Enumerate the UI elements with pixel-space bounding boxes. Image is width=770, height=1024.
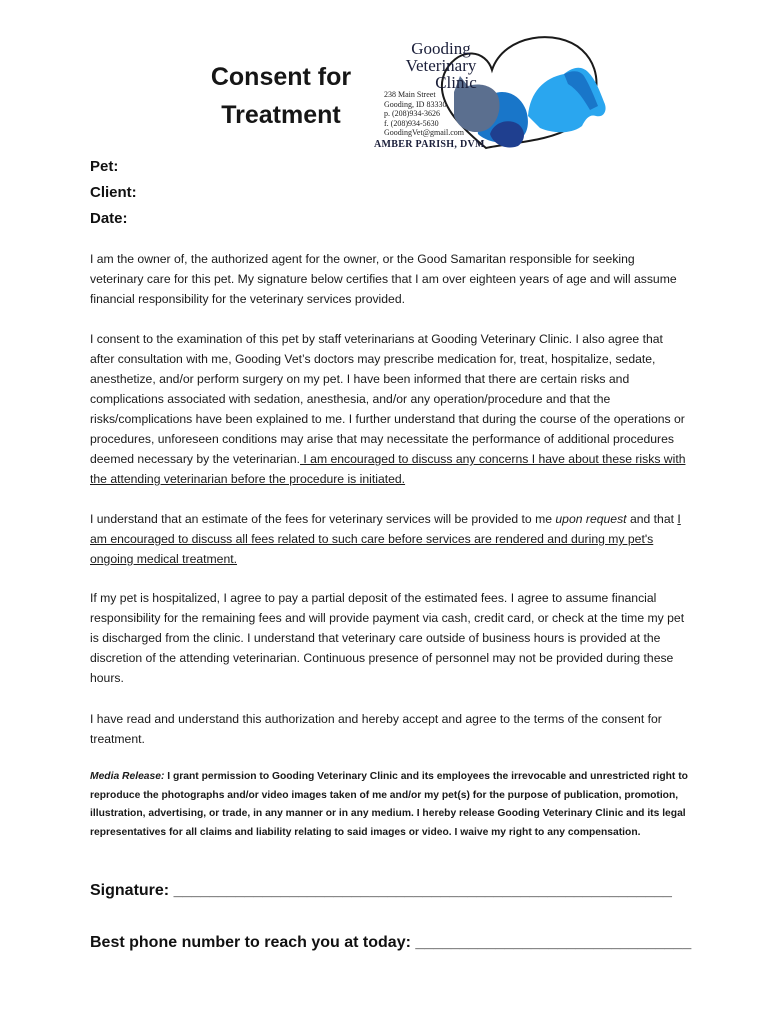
clinic-name-line-2: Veterinary <box>405 56 477 75</box>
date-field-label: Date: <box>90 210 128 227</box>
fee-estimate-italic: upon request <box>555 512 627 526</box>
fee-estimate-text-mid: and that <box>626 512 678 526</box>
paragraph-treatment-consent <box>90 329 690 489</box>
clinic-logo <box>368 30 630 156</box>
title-line-1: Consent for <box>210 63 352 91</box>
doctor-name: AMBER PARISH, DVM <box>374 139 485 150</box>
phone-number-line: Best phone number to reach you at today: _______________________________ <box>90 934 692 951</box>
media-release <box>90 768 690 842</box>
media-release-text: I grant permission to Gooding Veterinary Clinic and its employees the irrevocable and unrestricted right to reproduce the photographs and/or video images taken of me and/or my pet(s) for the purpose of publication, promotion, illustration, advertising, or trade, in any manner or in any medium. I hereby release Gooding Veterinary Clinic and its legal representatives for all claims and liability relating to said images or video. I waive my right to any compensation. <box>90 771 688 838</box>
clinic-fax: f. (208)934-5630 <box>384 118 439 128</box>
clinic-email: GoodingVet@gmail.com <box>384 128 465 137</box>
pet-field-label: Pet: <box>90 158 119 175</box>
paragraph-owner-certification: I am the owner of, the authorized agent for the owner, or the Good Samaritan responsible for seeking veterinary care for this pet. My signature below certifies that I am over eighteen years of age and will assume financial responsibility for the veterinary services provided. <box>90 252 677 306</box>
page-title <box>196 58 366 134</box>
paragraph-fee-estimate <box>90 509 690 569</box>
media-release-label: Media Release: <box>90 771 165 782</box>
client-field-label: Client: <box>90 184 137 201</box>
clinic-name <box>396 40 486 91</box>
clinic-name-line-3: Clinic <box>435 73 477 92</box>
fee-estimate-text: I understand that an estimate of the fees for veterinary services will be provided to me <box>90 512 556 526</box>
clinic-name-line-1: Gooding <box>411 39 471 58</box>
signature-line: Signature: ________________________________________________________ <box>90 882 672 899</box>
fee-discussion-underlined: I am encouraged to discuss all fees related to such care before services are rendered and during my pet's ongoing medical treatment. <box>90 512 681 566</box>
address-line-2: Gooding, ID 83330 <box>384 99 447 109</box>
paragraph-acknowledgement: I have read and understand this authorization and hereby accept and agree to the terms of the consent for treatment. <box>90 712 662 746</box>
title-line-2: Treatment <box>221 101 341 129</box>
address-line-1: 238 Main Street <box>384 90 436 99</box>
paragraph-hospitalization: If my pet is hospitalized, I agree to pay a partial deposit of the estimated fees. I agree to assume financial responsibility for the remaining fees and will provide payment via cash, credit card, or check at the time my pet is discharged from the clinic. I understand that veterinary care outside of business hours is provided at the discretion of the attending veterinarian. Continuous presence of personnel may not be provided during these hours. <box>90 591 685 685</box>
treatment-concerns-underlined: I am encouraged to discuss any concerns I have about these risks with the attending veterinarian before the procedure is initiated. <box>90 452 686 486</box>
clinic-phone: p. (208)934-3626 <box>384 109 440 118</box>
treatment-consent-text: I consent to the examination of this pet by staff veterinarians at Gooding Veterinary Clinic. I also agree that after consultation with me, Gooding Vet’s doctors may prescribe medication for, treat, hospitalize, sedate, anesthetize, and/or perform surgery on my pet. I have been informed that there are certain risks and complications associated with sedation, anesthesia, and/or any operation/procedure and that the risks/complications have been explained to me. I further understand that during the course of the operations or procedures, unforeseen conditions may arise that may necessitate the performance of additional procedures deemed necessary by the veterinarian. <box>90 332 685 466</box>
form-fields <box>90 154 137 232</box>
clinic-address <box>384 90 464 138</box>
